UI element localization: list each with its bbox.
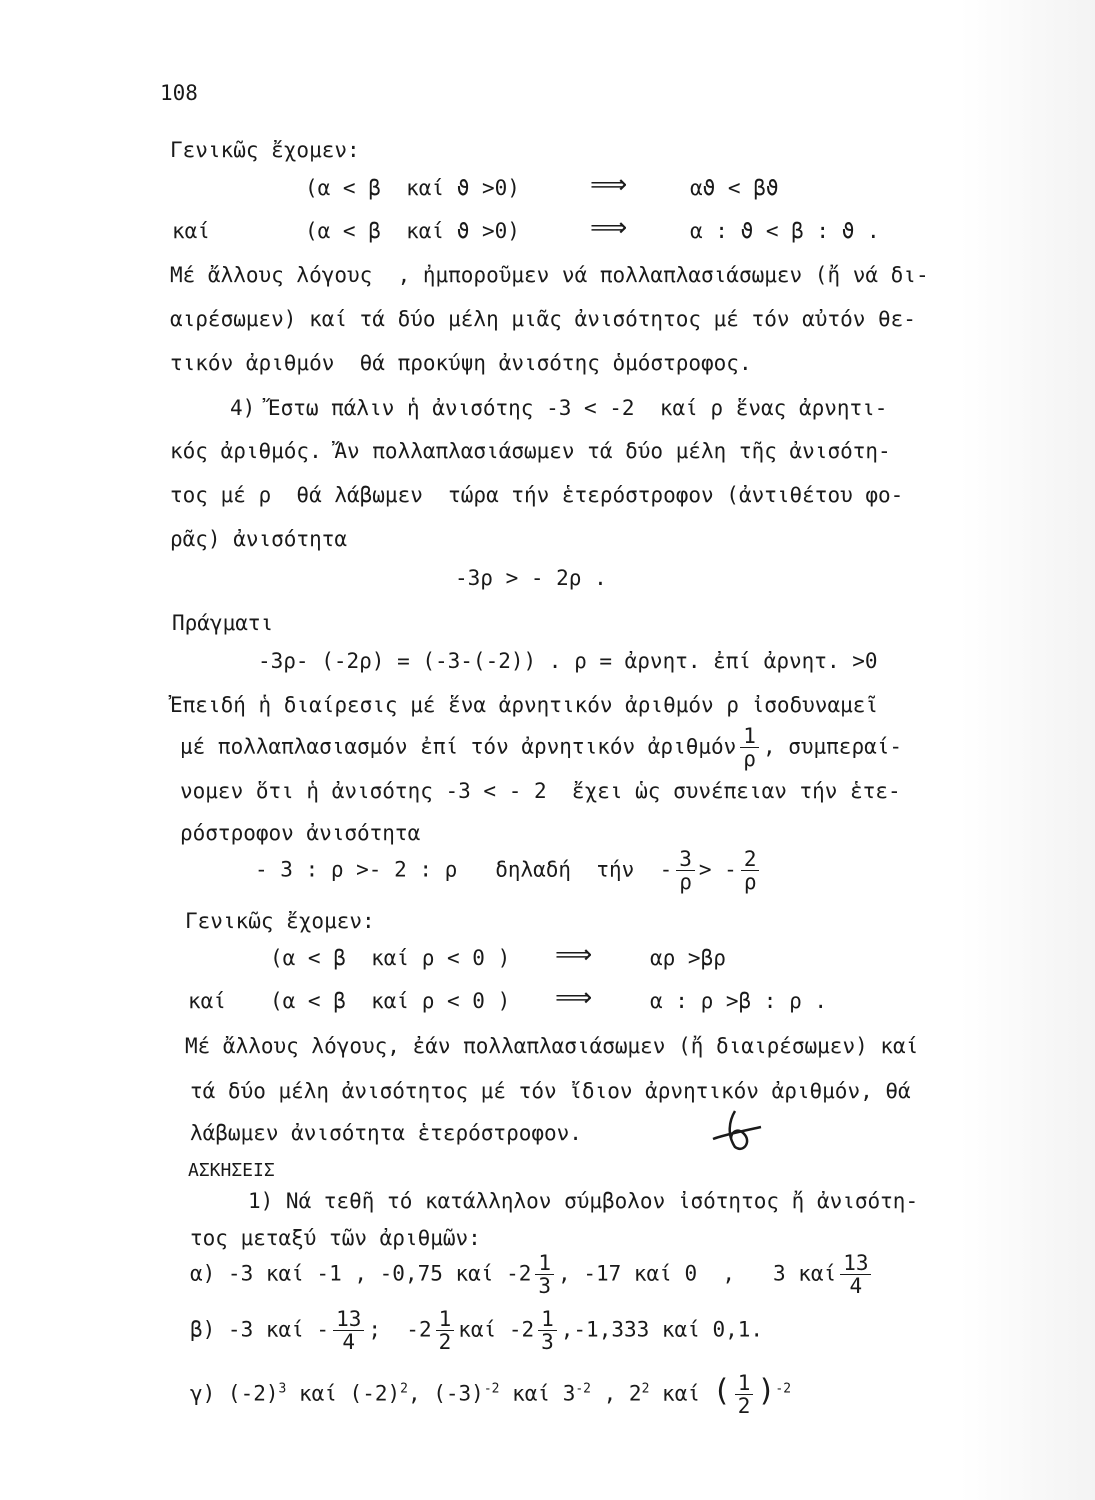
block2-para-line3: τος μέ ρ θά λάβωμεν τώρα τήν ἑτερόστροφον (ἀντιθέτου φο- [170, 483, 904, 507]
block2-para-line4: ρᾶς) ἀνισότητα [170, 527, 348, 551]
block1-rule1-rhs: αϑ < βϑ [690, 176, 779, 200]
fraction-one-third: $\frac{1}{3}$ [538, 1308, 557, 1353]
fraction-thirteen-quarters: $\frac{13}{4}$ [333, 1308, 364, 1353]
block1-rule1-lhs: (α < β καί ϑ >0) [305, 176, 520, 200]
exercise1-part-b: β) -3 καί - $\frac{13}{4}$ ; -2 $\frac{1}{2}$ καί -2 $\frac{1}{3}$ ,-1,333 καί 0,1. [190, 1307, 764, 1354]
exercise1-line2: τος μεταξύ τῶν ἀριθμῶν: [190, 1226, 481, 1250]
block2-pragmati: Πράγματι [172, 611, 274, 635]
fraction-one-half: $\frac{1}{2}$ [735, 1372, 754, 1417]
fraction-one-half: $\frac{1}{2}$ [436, 1308, 455, 1353]
implies-arrow-icon: ⟹ [555, 940, 593, 970]
block2-division-inequality: - 3 : ρ >- 2 : ρ δηλαδή τήν - $\frac{3}{\rho}$ > - $\frac{2}{\rho}$ [255, 848, 763, 893]
bleed-through-shadow [960, 0, 1095, 1500]
exercises-heading: ΑΣΚΗΣΕΙΣ [188, 1160, 275, 1181]
block3-para-line2: τά δύο μέλη ἀνισότητος μέ τόν ἴδιον ἀρνητικόν ἀριθμόν, θά [190, 1079, 911, 1103]
exercise1-part-c: γ) $(-2)^3$ καί $(-2)^2$, $(-3)^{-2}$ καί $3^{-2}$ , $2^2$ καί ( $\frac{1}{2}$ )$^{-2}$ [190, 1371, 792, 1418]
block2-para-line1: 4) Ἔστω πάλιν ἡ ἀνισότης -3 < -2 καί ρ ἕνας ἀρνητι- [230, 396, 888, 420]
block1-rule2-rhs: α : ϑ < β : ϑ . [690, 219, 880, 243]
block1-heading: Γενικῶς ἔχομεν: [170, 138, 360, 162]
block3-heading: Γενικῶς ἔχομεν: [185, 909, 375, 933]
block2-inequality: -3ρ > - 2ρ . [455, 566, 607, 590]
end-of-section-mark-icon [705, 1105, 765, 1155]
block2-proof-equation: -3ρ- (-2ρ) = (-3-(-2)) . ρ = ἀρνητ. ἐπί ἀρνητ. >0 [258, 649, 878, 673]
block1-rule2-conj: καί [172, 219, 210, 243]
block1-para-line3: τικόν ἀριθμόν θά προκύψη ἀνισότης ὁμόστροφος. [170, 351, 752, 375]
page-number: 108 [160, 81, 198, 105]
block2-para-line5: Ἐπειδή ἡ διαίρεσις μέ ἕνα ἀρνητικόν ἀριθμόν ρ ἰσοδυναμεῖ [170, 693, 879, 717]
block1-para-line1: Μέ ἄλλους λόγους , ἠμποροῦμεν νά πολλαπλασιάσωμεν (ἤ νά δι- [170, 263, 929, 287]
block3-rule1-lhs: (α < β καί ρ < 0 ) [270, 946, 511, 970]
block1-rule2-lhs: (α < β καί ϑ >0) [305, 219, 520, 243]
fraction-one-third: $\frac{1}{3}$ [535, 1252, 554, 1297]
block3-para-line1: Μέ ἄλλους λόγους, ἐάν πολλαπλασιάσωμεν (ἤ διαιρέσωμεν) καί [185, 1034, 919, 1058]
block2-para-line8: ρόστροφον ἀνισότητα [180, 821, 421, 845]
implies-arrow-icon: ⟹ [555, 983, 593, 1013]
fraction-thirteen-quarters: $\frac{13}{4}$ [840, 1252, 871, 1297]
fraction-three-over-rho: $\frac{3}{\rho}$ [676, 848, 695, 893]
block1-para-line2: αιρέσωμεν) καί τά δύο μέλη μιᾶς ἀνισότητος μέ τόν αὐτόν θε- [170, 307, 916, 331]
fraction-one-over-rho: $\frac{1}{\rho}$ [740, 725, 759, 770]
block3-rule2-rhs: α : ρ >β : ρ . [650, 989, 828, 1013]
block2-para-line6: μέ πολλαπλασιασμόν ἐπί τόν ἀρνητικόν ἀριθμόν $\frac{1}{\rho}$ , συμπεραί- [180, 724, 903, 771]
fraction-two-over-rho: $\frac{2}{\rho}$ [741, 848, 760, 893]
block3-rule2-lhs: (α < β καί ρ < 0 ) [270, 989, 511, 1013]
block3-rule2-conj: καί [188, 989, 226, 1013]
block3-rule1-rhs: αρ >βρ [650, 946, 726, 970]
exercise1-part-a: α) -3 καί -1 , -0,75 καί -2 $\frac{1}{3}$ , -17 καί 0 , 3 καί $\frac{13}{4}$ [190, 1252, 875, 1297]
exercise1-line1: 1) Νά τεθῆ τό κατάλληλον σύμβολον ἰσότητος ἤ ἀνισότη- [248, 1189, 919, 1213]
block3-para-line3: λάβωμεν ἀνισότητα ἑτερόστροφον. [190, 1121, 582, 1145]
implies-arrow-icon: ⟹ [590, 213, 628, 243]
block2-para-line7: νομεν ὅτι ἡ ἀνισότης -3 < - 2 ἔχει ὡς συνέπειαν τήν ἑτε- [180, 779, 901, 803]
implies-arrow-icon: ⟹ [590, 170, 628, 200]
block2-para-line2: κός ἀριθμός. Ἄν πολλαπλασιάσωμεν τά δύο μέλη τῆς ἀνισότη- [170, 439, 891, 463]
